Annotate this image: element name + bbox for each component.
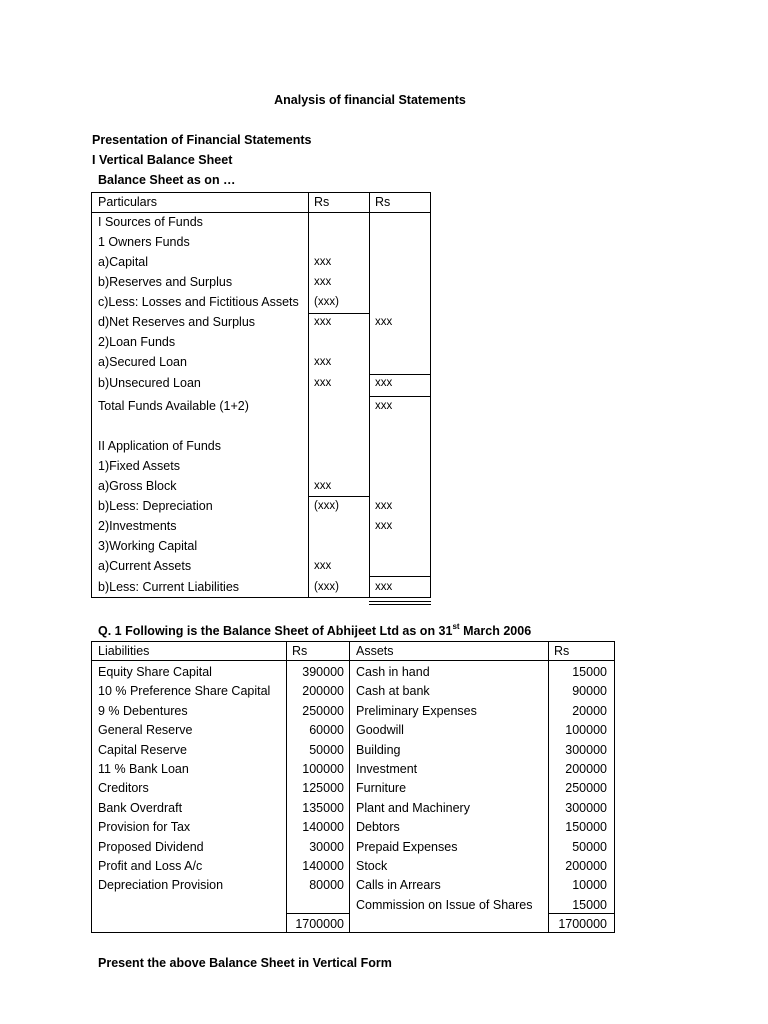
subsection-heading: I Vertical Balance Sheet bbox=[92, 153, 233, 167]
table2-liability-amount: 80000 bbox=[309, 878, 344, 893]
table2-liability: 9 % Debentures bbox=[98, 703, 188, 718]
table1-row-label: I Sources of Funds bbox=[98, 215, 203, 229]
table1-row-label: 1 Owners Funds bbox=[98, 235, 190, 249]
table2-liability-amount: 50000 bbox=[309, 742, 344, 757]
table2-liability: 10 % Preference Share Capital bbox=[98, 684, 271, 699]
table2-asset-amount: 250000 bbox=[565, 781, 607, 796]
question-superscript: st bbox=[452, 622, 460, 631]
table2-asset-amount: 90000 bbox=[572, 684, 607, 699]
question-prefix: Q. 1 Following is the Balance Sheet of Abhijeet Ltd as on 31 bbox=[98, 624, 453, 638]
table2-asset-amount: 100000 bbox=[565, 723, 607, 738]
table2-liability: Equity Share Capital bbox=[98, 665, 212, 679]
table2-liability: Provision for Tax bbox=[98, 820, 191, 835]
table2-asset: Cash at bank bbox=[356, 684, 430, 699]
table1-row-label: b)Unsecured Loan bbox=[98, 376, 201, 390]
table2-liability-total: 1700000 bbox=[295, 917, 344, 931]
table2-liability: General Reserve bbox=[98, 723, 193, 738]
table2-asset: Preliminary Expenses bbox=[356, 703, 477, 718]
table1-row-label: Total Funds Available (1+2) bbox=[98, 399, 249, 413]
table1-row-rs1: xxx bbox=[314, 276, 332, 288]
section-heading: Presentation of Financial Statements bbox=[92, 133, 312, 147]
table2-liability-amount: 200000 bbox=[302, 684, 344, 699]
table1-row-label: b)Less: Current Liabilities bbox=[98, 580, 240, 594]
table1-row-rs2: xxx bbox=[375, 400, 393, 412]
table1-row-rs1: xxx bbox=[314, 560, 332, 572]
table1-row-rs2: xxx bbox=[375, 520, 393, 532]
table2-liability-amount: 30000 bbox=[309, 839, 344, 854]
table2-asset: Stock bbox=[356, 859, 388, 873]
table1-row-label: b)Reserves and Surplus bbox=[98, 275, 233, 289]
table1-row-label: d)Net Reserves and Surplus bbox=[98, 315, 256, 329]
table2-asset-amount: 20000 bbox=[572, 703, 607, 718]
table2-asset: Furniture bbox=[356, 781, 407, 796]
table2-header-cell: Rs bbox=[292, 644, 308, 658]
table2-liability-amount: 250000 bbox=[302, 703, 344, 718]
table1-row-label: b)Less: Depreciation bbox=[98, 499, 213, 513]
table1-row-label: a)Gross Block bbox=[98, 479, 177, 493]
table1-row-label: a)Secured Loan bbox=[98, 355, 187, 369]
table1-header-cell: Rs bbox=[314, 195, 330, 209]
table1-row-rs1: xxx bbox=[314, 377, 332, 389]
table2-liability: Creditors bbox=[98, 781, 149, 796]
table2-asset-total: 1700000 bbox=[558, 917, 607, 931]
table2-asset-amount: 200000 bbox=[565, 762, 607, 776]
document-title: Analysis of financial Statements bbox=[274, 93, 466, 107]
table2-header-cell: Rs bbox=[554, 644, 570, 658]
table1-row-label: 1)Fixed Assets bbox=[98, 459, 180, 473]
table2-header-cell: Assets bbox=[356, 644, 394, 658]
table2-asset-amount: 15000 bbox=[572, 665, 607, 679]
table1-header-cell: Particulars bbox=[98, 195, 158, 209]
table2-asset-amount: 300000 bbox=[565, 800, 607, 815]
table2-liability: Depreciation Provision bbox=[98, 878, 224, 893]
table2-liability-amount: 60000 bbox=[309, 723, 344, 738]
table2-asset-amount: 200000 bbox=[565, 859, 607, 873]
table2-asset: Prepaid Expenses bbox=[356, 839, 458, 854]
question-suffix: March 2006 bbox=[459, 624, 532, 638]
table2-liability-amount: 100000 bbox=[302, 762, 344, 776]
instruction-text: Present the above Balance Sheet in Vertical Form bbox=[98, 956, 392, 970]
table1-row-rs2: xxx bbox=[375, 581, 393, 593]
table2-liability-amount: 140000 bbox=[302, 859, 344, 873]
table1-row-label: 2)Investments bbox=[98, 519, 177, 533]
abhijeet-balance-sheet-table bbox=[91, 641, 615, 933]
table2-liability: Capital Reserve bbox=[98, 742, 187, 757]
table2-asset: Calls in Arrears bbox=[356, 878, 441, 893]
table2-liability-amount: 125000 bbox=[302, 781, 344, 796]
table2-liability: Profit and Loss A/c bbox=[98, 859, 203, 873]
table1-row-rs2: xxx bbox=[375, 316, 393, 328]
table1-row-rs1: xxx bbox=[314, 316, 332, 328]
table1-row-label: 3)Working Capital bbox=[98, 539, 198, 553]
table2-asset: Plant and Machinery bbox=[356, 800, 470, 815]
table2-asset: Commission on Issue of Shares bbox=[356, 897, 533, 912]
table2-asset-amount: 10000 bbox=[572, 878, 607, 893]
table2-asset-amount: 300000 bbox=[565, 742, 607, 757]
table1-row-rs2: xxx bbox=[375, 377, 393, 389]
table1-row-rs1: xxx bbox=[314, 480, 332, 492]
table2-liability: Bank Overdraft bbox=[98, 800, 183, 815]
table2-asset: Goodwill bbox=[356, 723, 404, 738]
question-text bbox=[98, 624, 531, 638]
table1-header-cell: Rs bbox=[375, 195, 391, 209]
table2-liability: 11 % Bank Loan bbox=[98, 762, 189, 776]
table2-liability-amount: 135000 bbox=[302, 800, 344, 815]
table2-liability: Proposed Dividend bbox=[98, 839, 204, 854]
table1-row-label: a)Capital bbox=[98, 255, 149, 269]
table2-asset-amount: 150000 bbox=[565, 820, 607, 835]
table2-asset: Building bbox=[356, 742, 401, 757]
table1-row-rs1: xxx bbox=[314, 256, 332, 268]
table1-row-label: 2)Loan Funds bbox=[98, 335, 176, 349]
table1-row-rs1: (xxx) bbox=[314, 296, 339, 308]
table2-header-cell: Liabilities bbox=[98, 644, 150, 658]
table1-row-rs1: (xxx) bbox=[314, 500, 339, 512]
table1-row-label: a)Current Assets bbox=[98, 559, 192, 573]
table1-row-label: II Application of Funds bbox=[98, 439, 221, 453]
table2-asset: Debtors bbox=[356, 820, 400, 835]
table2-liability-amount: 140000 bbox=[302, 820, 344, 835]
table1-row-rs2: xxx bbox=[375, 500, 393, 512]
balance-sheet-caption: Balance Sheet as on … bbox=[98, 173, 236, 187]
table2-asset-amount: 15000 bbox=[572, 897, 607, 912]
table2-liability-amount: 390000 bbox=[302, 665, 344, 679]
table2-asset: Investment bbox=[356, 762, 418, 776]
table1-row-rs1: xxx bbox=[314, 356, 332, 368]
table1-row-label: c)Less: Losses and Fictitious Assets bbox=[98, 295, 299, 309]
vertical-balance-sheet-table bbox=[91, 192, 431, 598]
table2-asset: Cash in hand bbox=[356, 665, 430, 679]
table1-row-rs1: (xxx) bbox=[314, 581, 339, 593]
table2-asset-amount: 50000 bbox=[572, 839, 607, 854]
